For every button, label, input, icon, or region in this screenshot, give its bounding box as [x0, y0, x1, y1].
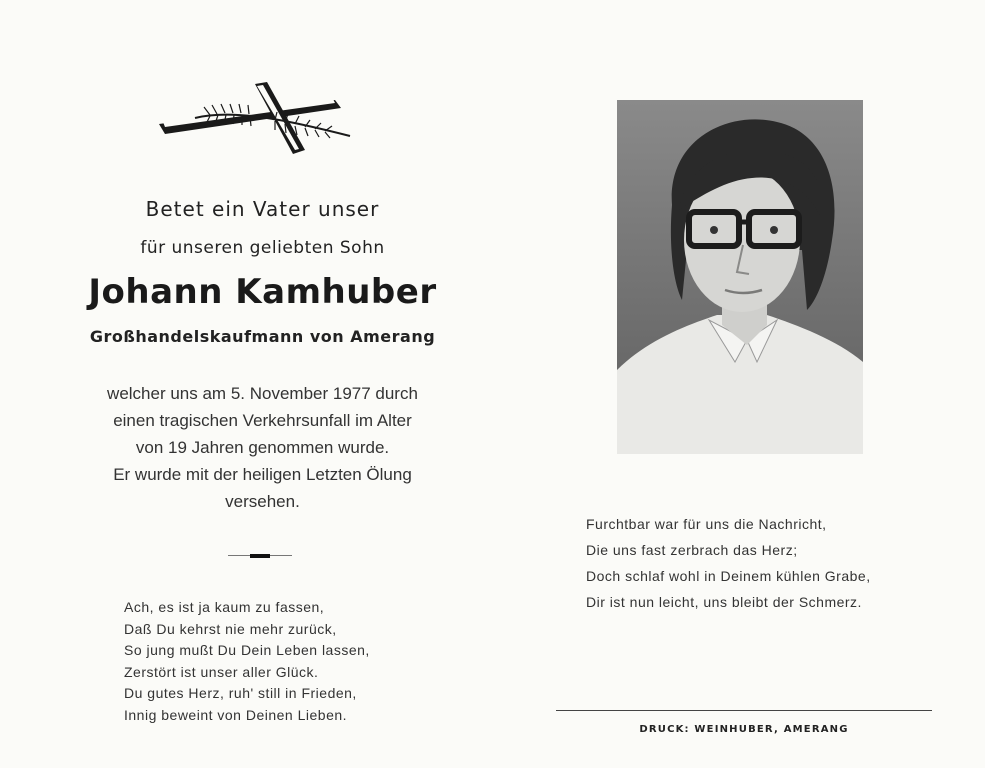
deceased-name: Johann Kamhuber [88, 272, 437, 312]
poem-line: Du gutes Herz, ruh' still in Frieden, [124, 685, 357, 701]
divider-dash [250, 554, 270, 558]
occupation-line: Großhandelskaufmann von Amerang [89, 327, 436, 346]
poem-right [586, 511, 976, 615]
poem-line: Daß Du kehrst nie mehr zurück, [124, 620, 337, 637]
memorial-text [40, 380, 485, 515]
poem-line: Doch schlaf wohl in Deinem kühlen Grabe, [586, 568, 871, 584]
footer-rule [556, 710, 932, 711]
poem-line: Ach, es ist ja kaum zu fassen, [124, 599, 325, 615]
poem-line: Zerstört ist unser aller Glück. [124, 663, 319, 680]
poem-line: Die uns fast zerbrach das Herz; [586, 542, 798, 558]
cross-with-palm-icon [155, 78, 355, 160]
for-line: für unseren geliebten Sohn [140, 238, 385, 258]
ornament-divider [228, 554, 292, 558]
printer-credit: DRUCK: WEINHUBER, AMERANG [639, 724, 849, 735]
prayer-line: Betet ein Vater unser [145, 197, 380, 221]
portrait-photo [617, 100, 863, 454]
memorial-text-line: welcher uns am 5. November 1977 durch [107, 384, 418, 403]
portrait-illustration [617, 100, 863, 454]
poem-line: Innig beweint von Deinen Lieben. [124, 706, 348, 723]
memorial-text-line: einen tragischen Verkehrsunfall im Alter [113, 411, 412, 430]
left-panel [40, 0, 485, 768]
memorial-text-line: Er wurde mit der heiligen Letzten Ölung [113, 465, 412, 484]
memorial-text-line: von 19 Jahren genommen wurde. [135, 438, 390, 457]
right-panel [500, 0, 985, 768]
poem-line: So jung mußt Du Dein Leben lassen, [124, 642, 370, 658]
poem-line: Dir ist nun leicht, uns bleibt der Schmerz. [586, 594, 862, 610]
memorial-text-line: versehen. [225, 492, 300, 511]
poem-left [124, 597, 484, 726]
poem-line: Furchtbar war für uns die Nachricht, [586, 516, 827, 532]
